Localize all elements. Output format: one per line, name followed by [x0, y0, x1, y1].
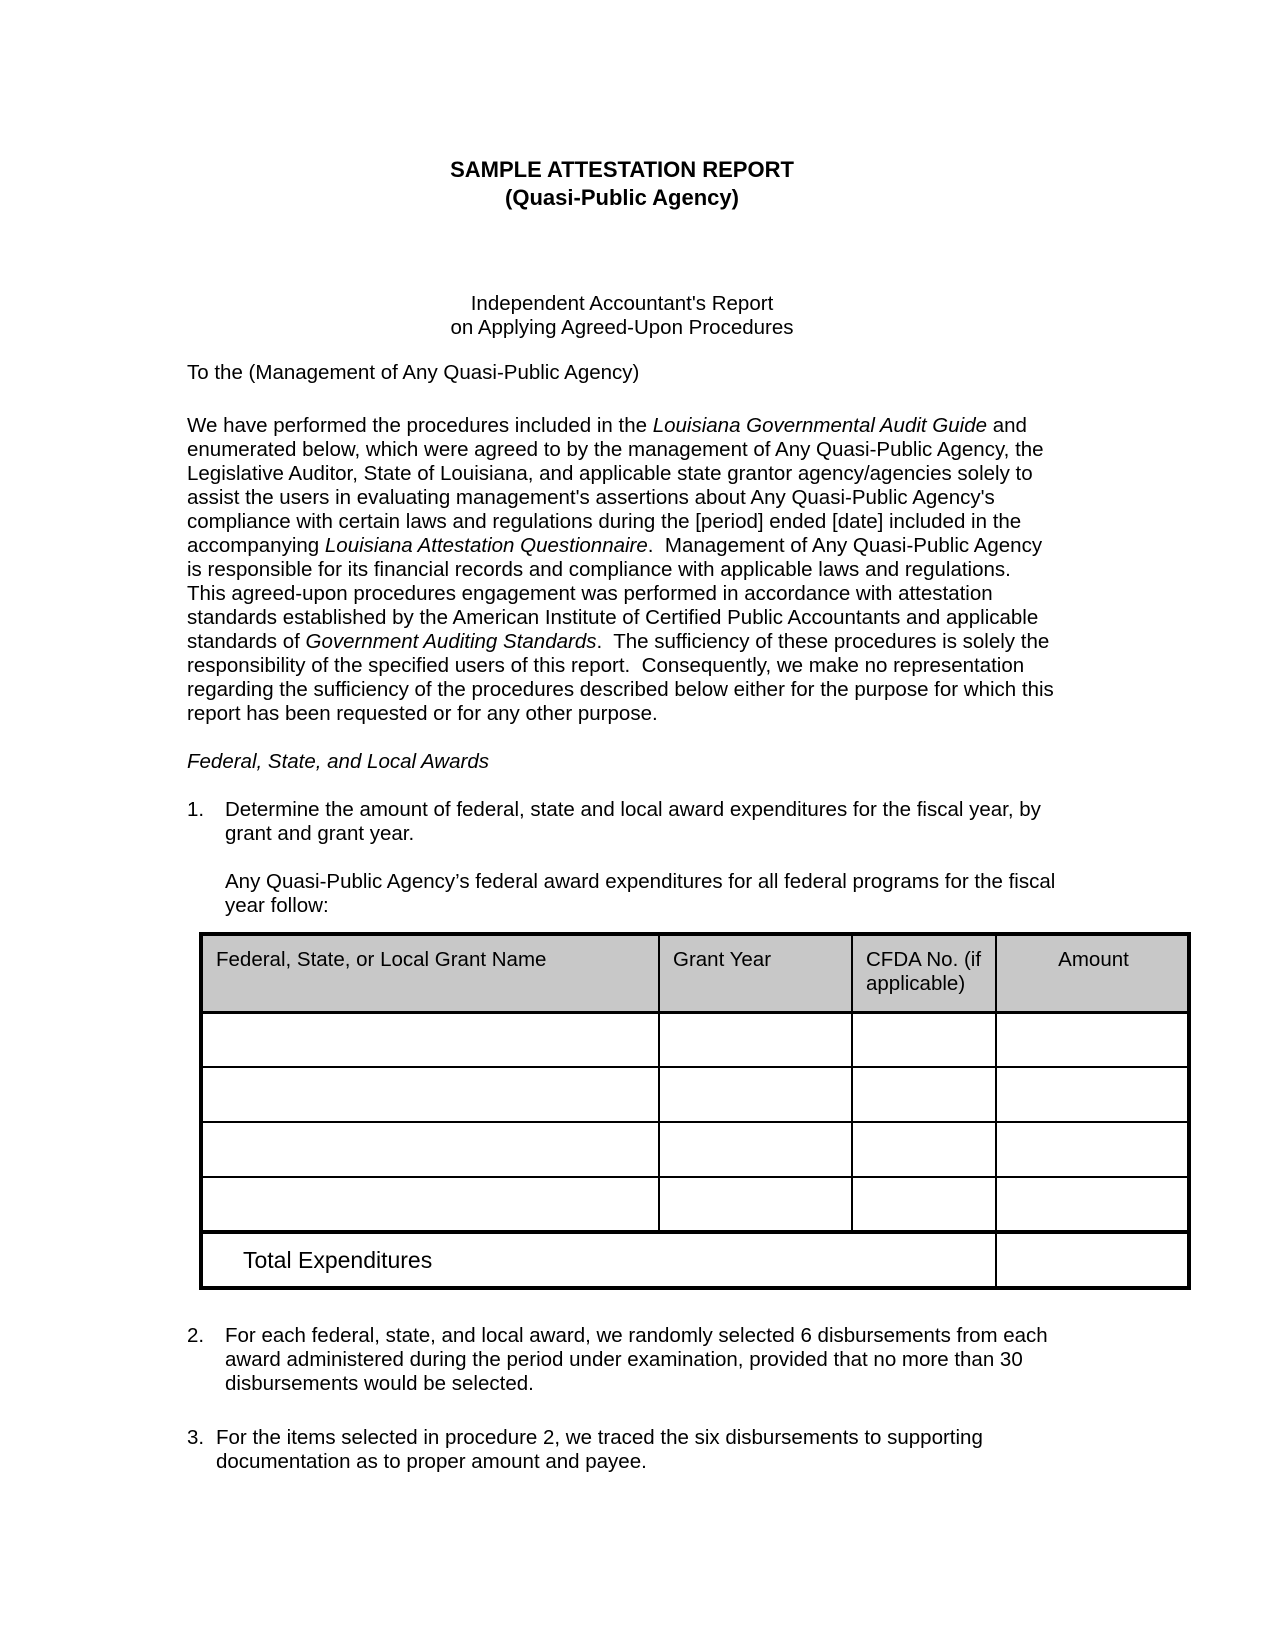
table-cell — [659, 1177, 852, 1232]
table-cell — [996, 1012, 1189, 1067]
table-empty-rows — [201, 1012, 1189, 1232]
salutation: To the (Management of Any Quasi-Public Agency) — [187, 361, 640, 384]
report-subtitle-line2: on Applying Agreed-Upon Procedures — [450, 316, 794, 339]
report-title — [187, 156, 1057, 212]
table-header-cell: Federal, State, or Local Grant Name — [201, 934, 659, 1012]
procedure-text: For the items selected in procedure 2, we traced the six disbursements to supporting documentation as to proper amount and payee. — [216, 1426, 989, 1473]
report-subtitle — [187, 292, 1057, 340]
procedure-item-2 — [187, 1324, 1061, 1396]
procedure-item-3 — [187, 1426, 1061, 1474]
procedure-item-1 — [187, 798, 1061, 846]
procedure-number: 2. — [187, 1324, 205, 1347]
awards-table-footer — [201, 1232, 1189, 1288]
awards-table — [199, 932, 1191, 1290]
intro-paragraph-segment: . The sufficiency of these procedures is solely the responsibility of the specified users of this report. Consequently, we make no representation regarding the sufficiency of the procedures described below either for the purpose for which this report has been requested or for any other purpose. — [187, 630, 1060, 725]
table-header-cell: Amount — [996, 934, 1189, 1012]
italic-phrase-audit-guide: Louisiana Governmental Audit Guide — [652, 414, 987, 437]
table-cell — [852, 1067, 996, 1122]
procedure-number: 3. — [187, 1426, 205, 1449]
table-cell — [659, 1067, 852, 1122]
table-cell — [852, 1012, 996, 1067]
table-total-row — [201, 1232, 1189, 1288]
table-cell — [996, 1122, 1189, 1177]
intro-paragraph-segment: and enumerated below, which were agreed to by the management of Any Quasi-Public Agency, the Legislative Auditor, State of Louisiana, and applicable state grantor agency/agencies solely to assist the users in evaluating management's assertions about Any Quasi-Public Agency's compliance with certain laws and regulations during the [period] ended [date] included in the accompanying — [187, 414, 1050, 557]
table-cell — [996, 1177, 1189, 1232]
table-cell — [852, 1122, 996, 1177]
table-header-cell: CFDA No. (if applicable) — [852, 934, 996, 1012]
procedure-number: 1. — [187, 798, 205, 821]
italic-phrase-attestation-questionnaire: Louisiana Attestation Questionnaire — [324, 534, 648, 557]
table-cell — [996, 1067, 1189, 1122]
report-title-line2: (Quasi-Public Agency) — [505, 185, 739, 210]
intro-paragraph-segment: . Management of Any Quasi-Public Agency is responsible for its financial records and compliance with applicable laws and regulations. This agreed-upon procedures engagement was performed in accordance with attestation standards established by the American Institute of Certified Public Accountants and applicable standards of — [187, 534, 1048, 653]
section-heading: Federal, State, and Local Awards — [187, 750, 489, 773]
table-cell — [201, 1067, 659, 1122]
table-header-row — [201, 934, 1189, 1012]
intro-paragraph — [187, 414, 1060, 726]
intro-paragraph-segment: We have performed the procedures included in the — [187, 414, 653, 437]
procedure-text: Determine the amount of federal, state and local award expenditures for the fiscal year, by grant and grant year. — [225, 798, 1047, 845]
table-cell — [201, 1177, 659, 1232]
table-header-cell: Grant Year — [659, 934, 852, 1012]
table-cell — [201, 1122, 659, 1177]
awards-table-header — [201, 934, 1189, 1012]
table-row — [201, 1177, 1189, 1232]
procedure-text: For each federal, state, and local award, we randomly selected 6 disbursements from each award administered during the period under examination, provided that no more than 30 disbursements would be selected. — [225, 1324, 1054, 1395]
total-expenditures-amount — [996, 1232, 1189, 1288]
total-expenditures-label: Total Expenditures — [201, 1232, 996, 1288]
report-subtitle-line1: Independent Accountant's Report — [470, 292, 774, 315]
italic-phrase-government-auditing-standards: Government Auditing Standards — [305, 630, 597, 653]
report-title-line1: SAMPLE ATTESTATION REPORT — [450, 157, 794, 182]
table-cell — [201, 1012, 659, 1067]
table-cell — [852, 1177, 996, 1232]
table-row — [201, 1122, 1189, 1177]
table-cell — [659, 1122, 852, 1177]
table-row — [201, 1012, 1189, 1067]
table-row — [201, 1067, 1189, 1122]
table-intro-paragraph: Any Quasi-Public Agency’s federal award expenditures for all federal programs for the fiscal year follow: — [225, 870, 1061, 917]
table-cell — [659, 1012, 852, 1067]
